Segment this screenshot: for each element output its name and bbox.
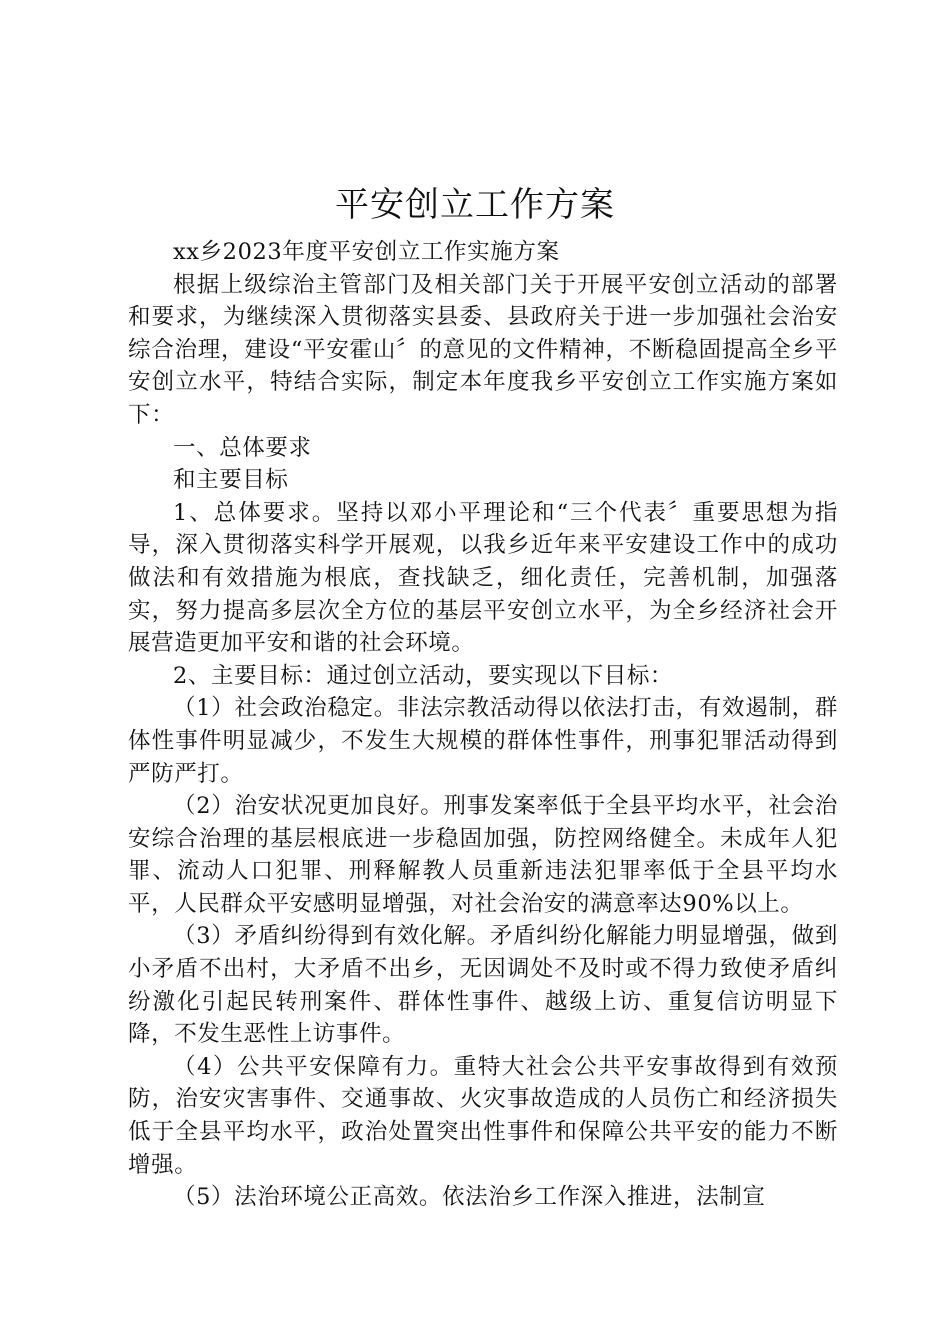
plan-subtitle: xx乡2023年度平安创立工作实施方案 <box>173 239 560 265</box>
goal-item-1: （1）社会政治稳定。非法宗教活动得以依法打击，有效遏制，群体性事件明显减少，不发生大规模的群体性事件，刑事犯罪活动得到严防严打。 <box>128 695 838 787</box>
goal-item-3: （3）矛盾纠纷得到有效化解。矛盾纠纷化解能力明显增强，做到小矛盾不出村，大矛盾不出乡，无因调处不及时或不得力致使矛盾纠纷激化引起民转刑案件、群体性事件、越级上访、重复信访明显下降，不发生恶性上访事件。 <box>128 923 838 1048</box>
goal-item-2: （2）治安状况更加良好。刑事发案率低于全县平均水平，社会治安综合治理的基层根底进一步稳固加强，防控网络健全。未成年人犯罪、流动人口犯罪、刑释解教人员重新违法犯罪率低于全县平均水平，人民群众平安感明显增强，对社会治安的满意率达90%以上。 <box>128 793 838 917</box>
section-heading-general: 一、总体要求 <box>173 434 312 461</box>
goal-item-4: （4）公共平安保障有力。重特大社会公共平安事故得到有效预防，治安灾害事件、交通事故、火灾事故造成的人员伤亡和经济损失低于全县平均水平，政治处置突出性事件和保障公共平安的能力不断增强。 <box>128 1053 838 1178</box>
general-requirements-paragraph: 1、总体要求。坚持以邓小平理论和“三个代表〞重要思想为指导，深入贯彻落实科学开展观，以我乡近年来平安建设工作中的成功做法和有效措施为根底，查找缺乏，细化责任，完善机制，加强落实，努力提高多层次全方位的基层平安创立水平，为全乡经济社会开展营造更加平安和谐的社会环境。 <box>128 499 838 657</box>
document-title: 平安创立工作方案 <box>335 185 615 225</box>
intro-paragraph: 根据上级综治主管部门及相关部门关于开展平安创立活动的部署和要求，为继续深入贯彻落实县委、县政府关于进一步加强社会治安综合治理，建设“平安霍山〞的意见的文件精神，不断稳固提高全乡平安创立水平，特结合实际，制定本年度我乡平安创立工作实施方案如下： <box>128 271 838 428</box>
section-heading-goals: 和主要目标 <box>173 467 289 494</box>
goal-item-5: （5）法治环境公正高效。依法治乡工作深入推进，法制宣 <box>173 1184 766 1211</box>
document-body <box>128 236 838 1214</box>
main-goals-paragraph: 2、主要目标：通过创立活动，要实现以下目标： <box>173 662 674 689</box>
